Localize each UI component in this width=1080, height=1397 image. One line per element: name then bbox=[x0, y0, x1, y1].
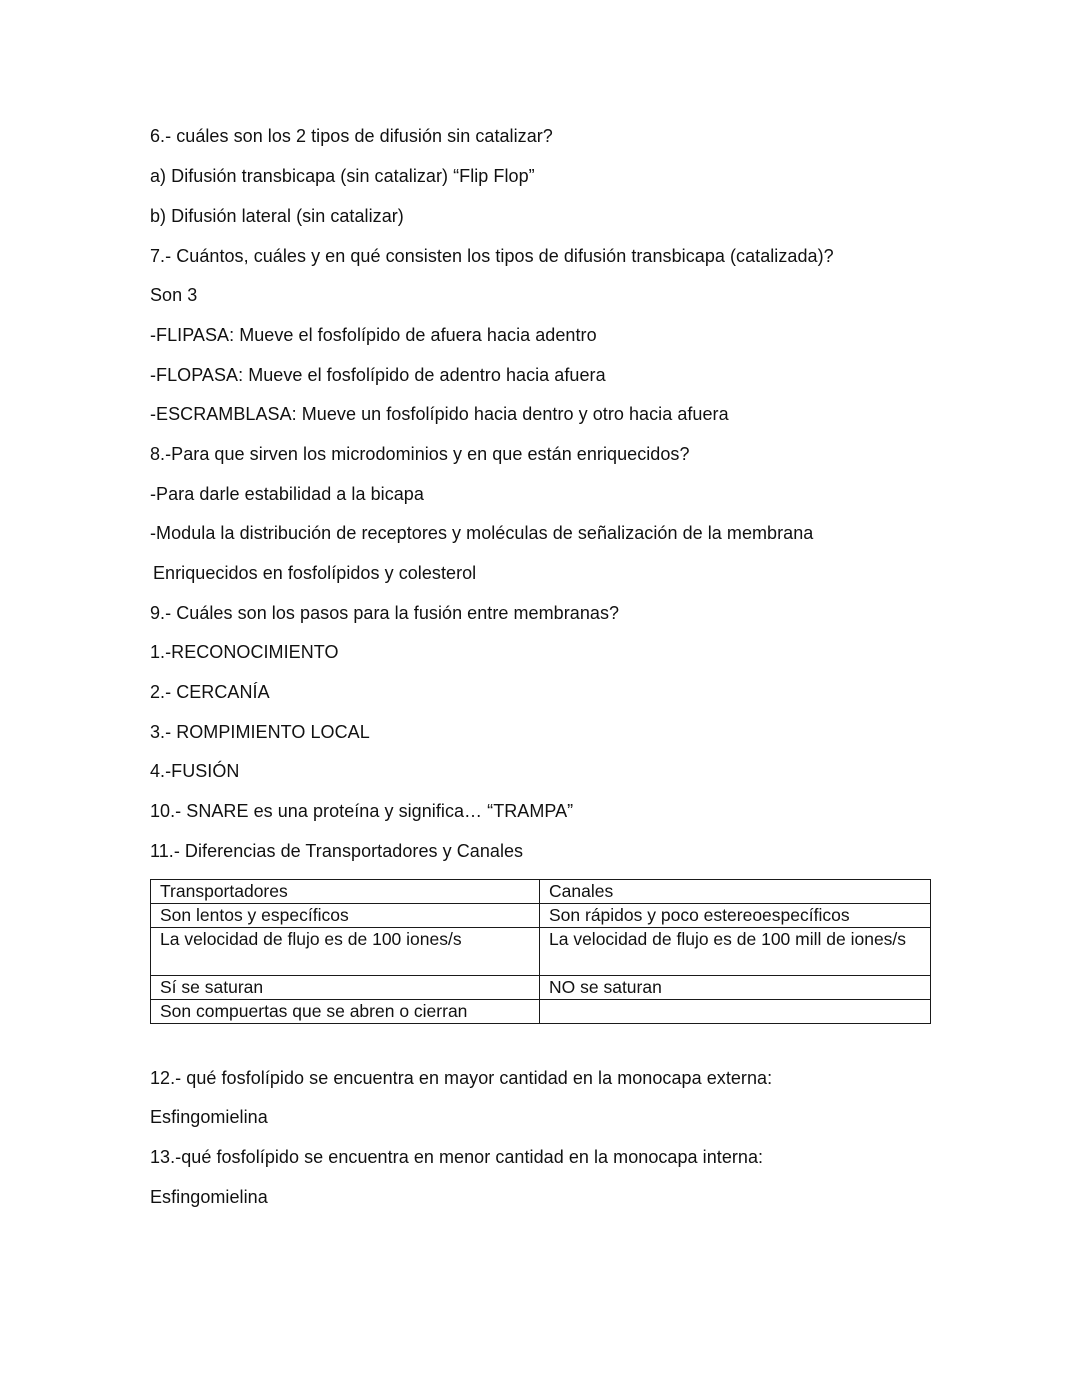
answer-8-enriched: Enriquecidos en fosfolípidos y colesterol bbox=[153, 563, 477, 583]
answer-13: Esfingomielina bbox=[150, 1187, 268, 1207]
table-cell: La velocidad de flujo es de 100 mill de iones/s bbox=[540, 928, 931, 976]
question-13: 13.-qué fosfolípido se encuentra en menor cantidad en la monocapa interna: bbox=[150, 1147, 764, 1167]
answer-7-flipasa: -FLIPASA: Mueve el fosfolípido de afuera hacia adentro bbox=[150, 325, 597, 345]
header-canales: Canales bbox=[540, 880, 931, 904]
step-4-fusion: 4.-FUSIÓN bbox=[150, 761, 240, 781]
table-header-row bbox=[151, 880, 931, 904]
step-3-local-rupture: 3.- ROMPIMIENTO LOCAL bbox=[150, 722, 370, 742]
step-1-recognition: 1.-RECONOCIMIENTO bbox=[150, 642, 339, 662]
table-row bbox=[151, 928, 931, 976]
table-cell bbox=[540, 1000, 931, 1024]
table-cell: La velocidad de flujo es de 100 iones/s bbox=[151, 928, 540, 976]
table-cell: Son rápidos y poco estereoespecíficos bbox=[540, 904, 931, 928]
answer-8-stability: -Para darle estabilidad a la bicapa bbox=[150, 484, 424, 504]
transporters-vs-channels-table bbox=[150, 879, 931, 1024]
answer-7-flopasa: -FLOPASA: Mueve el fosfolípido de adentro hacia afuera bbox=[150, 365, 606, 385]
table-row bbox=[151, 904, 931, 928]
step-2-proximity: 2.- CERCANÍA bbox=[150, 682, 270, 702]
table-cell: Sí se saturan bbox=[151, 976, 540, 1000]
answer-6a: a) Difusión transbicapa (sin catalizar) “Flip Flop” bbox=[150, 166, 535, 186]
answer-12: Esfingomielina bbox=[150, 1107, 268, 1127]
answer-6b: b) Difusión lateral (sin catalizar) bbox=[150, 206, 404, 226]
question-11: 11.- Diferencias de Transportadores y Canales bbox=[150, 841, 524, 861]
table-cell: NO se saturan bbox=[540, 976, 931, 1000]
table-row bbox=[151, 1000, 931, 1024]
answer-8-modulation: -Modula la distribución de receptores y moléculas de señalización de la membrana bbox=[150, 523, 814, 543]
answer-7-escramblasa: -ESCRAMBLASA: Mueve un fosfolípido hacia dentro y otro hacia afuera bbox=[150, 404, 729, 424]
table-cell: Son lentos y específicos bbox=[151, 904, 540, 928]
answer-7-count: Son 3 bbox=[150, 285, 198, 305]
question-12: 12.- qué fosfolípido se encuentra en mayor cantidad en la monocapa externa: bbox=[150, 1068, 773, 1088]
question-6: 6.- cuáles son los 2 tipos de difusión sin catalizar? bbox=[150, 126, 553, 146]
question-10: 10.- SNARE es una proteína y significa… “TRAMPA” bbox=[150, 801, 574, 821]
header-transportadores: Transportadores bbox=[151, 880, 540, 904]
table-row bbox=[151, 976, 931, 1000]
question-9: 9.- Cuáles son los pasos para la fusión entre membranas? bbox=[150, 603, 620, 623]
question-8: 8.-Para que sirven los microdominios y en que están enriquecidos? bbox=[150, 444, 690, 464]
table-cell: Son compuertas que se abren o cierran bbox=[151, 1000, 540, 1024]
question-7: 7.- Cuántos, cuáles y en qué consisten los tipos de difusión transbicapa (catalizada)? bbox=[150, 246, 834, 266]
